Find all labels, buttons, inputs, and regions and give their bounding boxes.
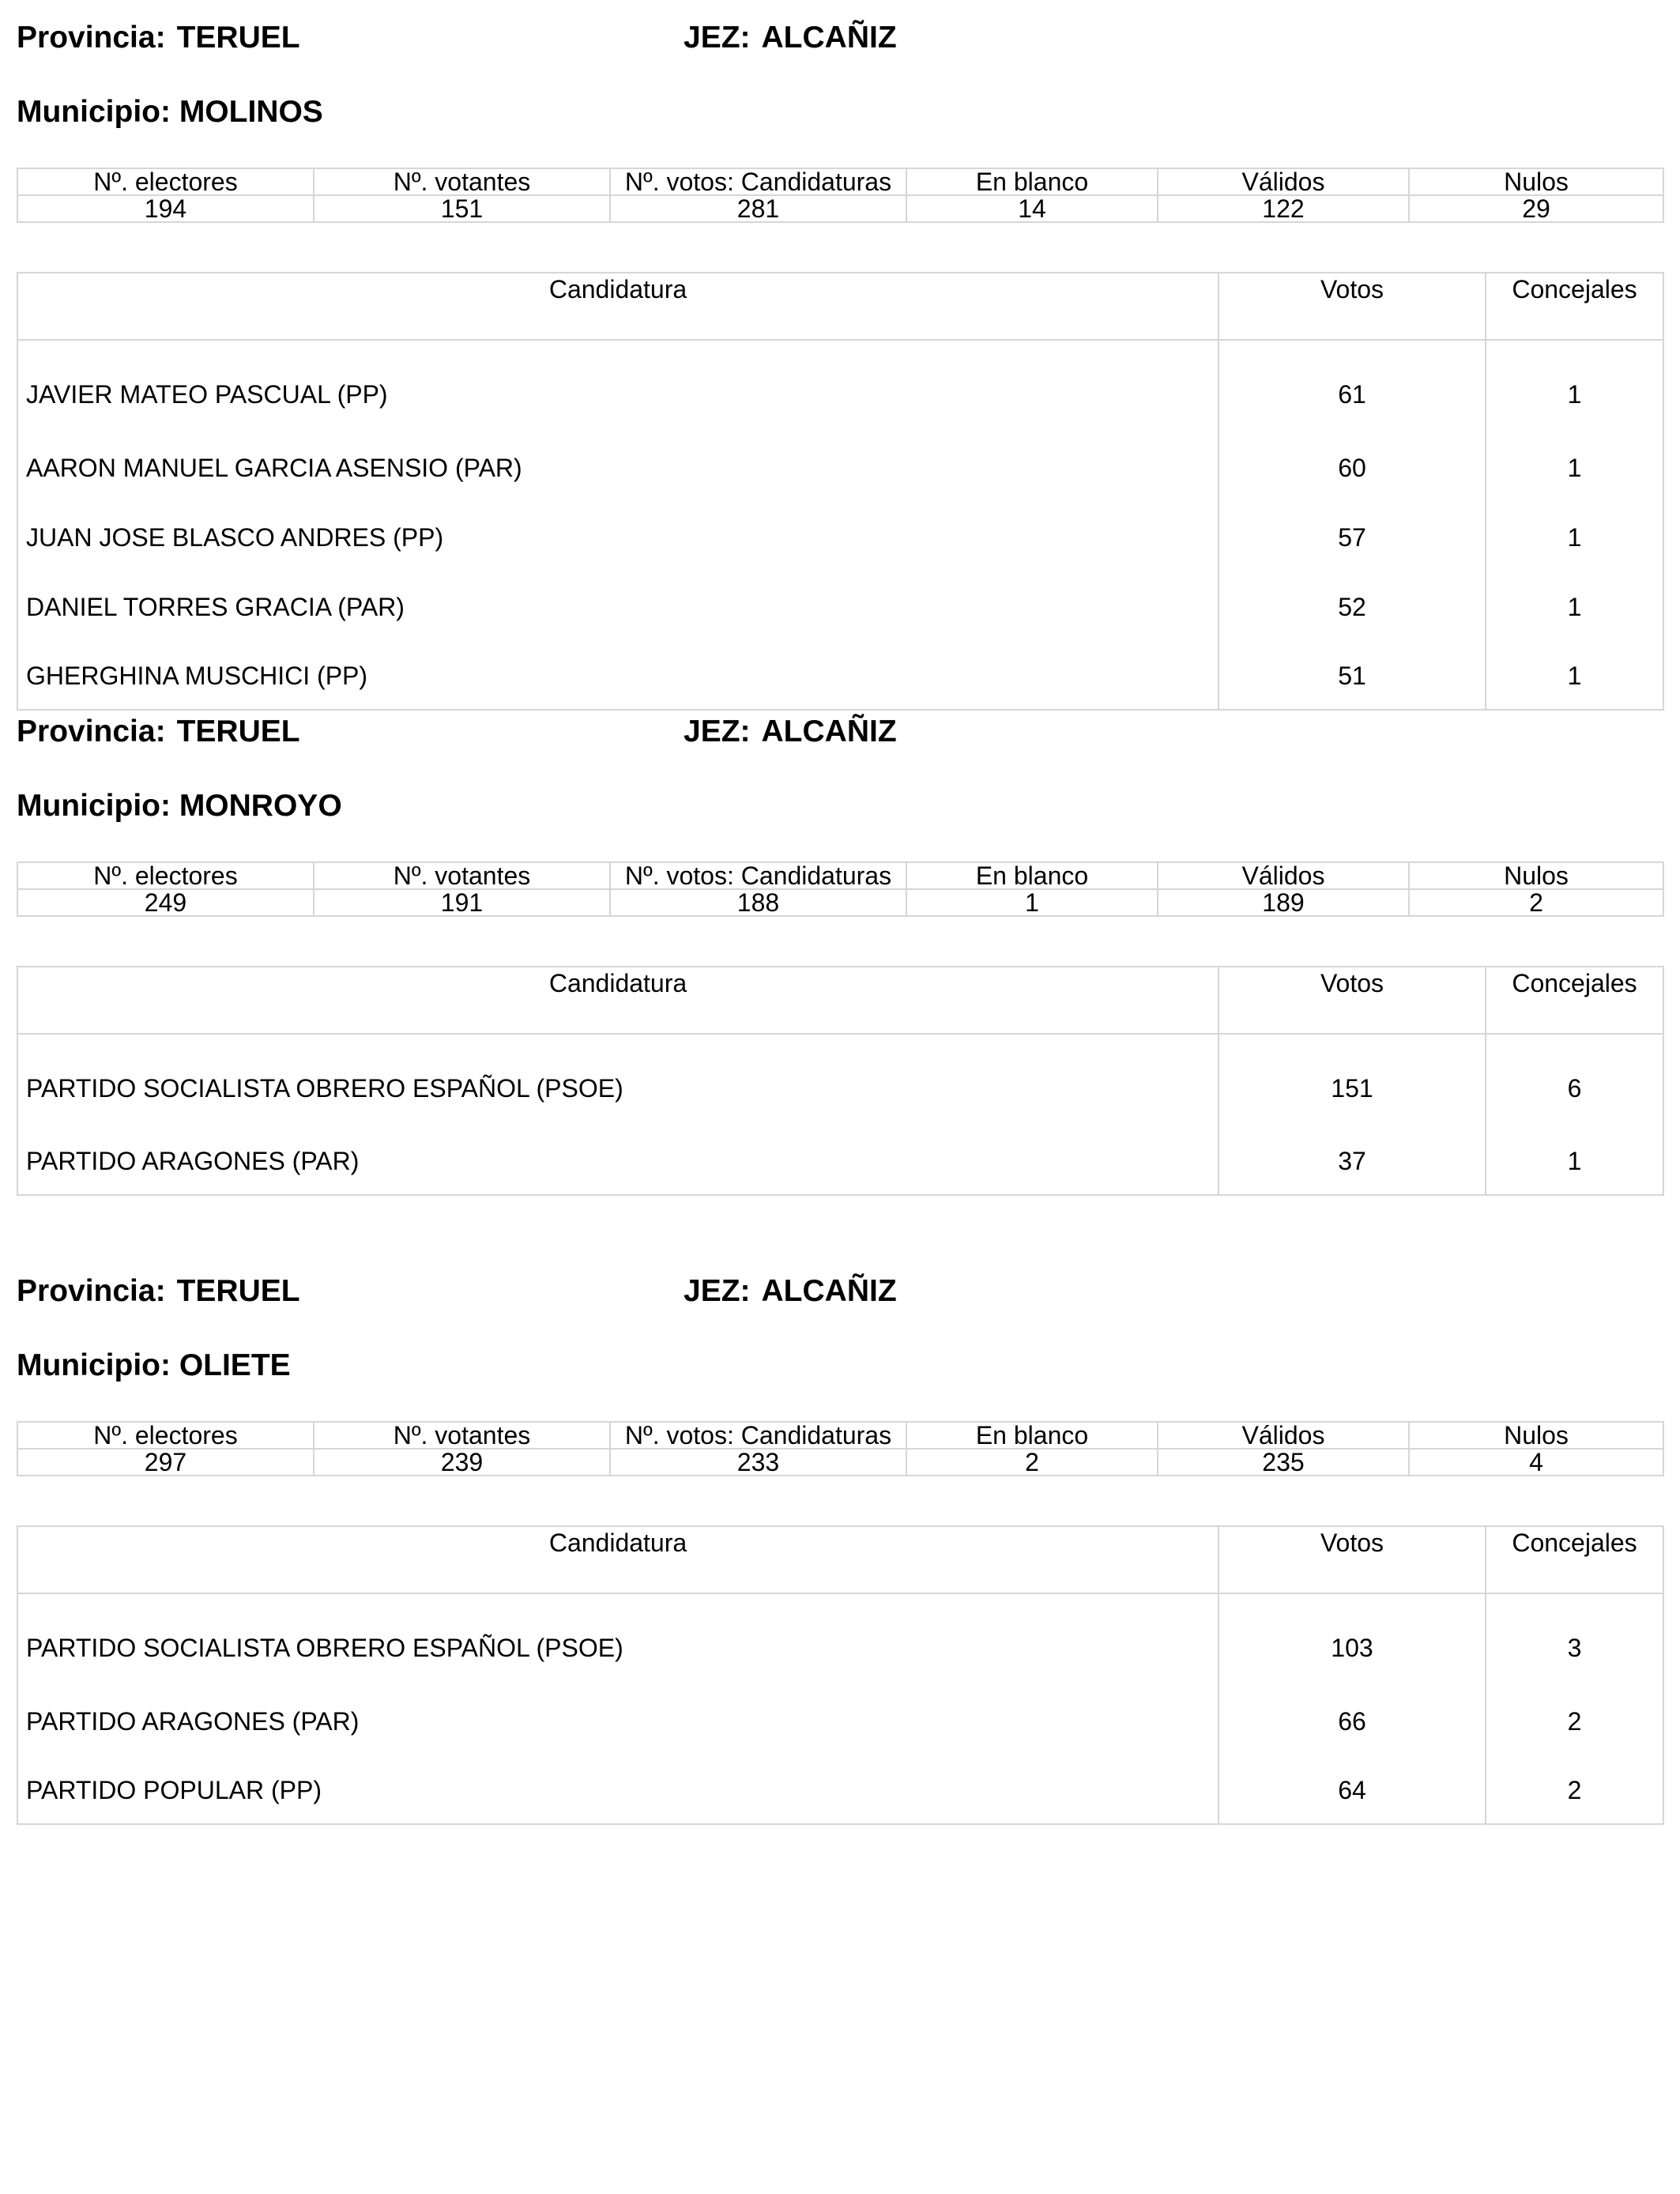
candidatura-header: Candidatura: [17, 1526, 1219, 1593]
stats-table: [17, 1421, 1664, 1476]
stats-header: En blanco: [906, 1422, 1158, 1449]
provincia-value: TERUEL: [176, 1274, 300, 1308]
stats-table: [17, 861, 1664, 917]
stats-header: Nulos: [1409, 1422, 1663, 1449]
candidate-seats: 1: [1486, 572, 1663, 642]
stats-value: 2: [1409, 889, 1663, 916]
votos-header: Votos: [1219, 1526, 1486, 1593]
municipio-line: Municipio: OLIETE: [17, 1348, 291, 1382]
stats-header-row: [17, 862, 1663, 889]
votos-header: Votos: [1219, 967, 1486, 1034]
candidate-seats: 1: [1486, 503, 1663, 572]
municipio-line: Municipio: MOLINOS: [17, 95, 323, 129]
table-row: [17, 572, 1663, 642]
stats-header: Nº. votos: Candidaturas: [610, 862, 906, 889]
section-header: [17, 0, 1663, 55]
candidate-seats: 1: [1486, 340, 1663, 433]
stats-header: Nº. votos: Candidaturas: [610, 168, 906, 195]
stats-header: Válidos: [1158, 862, 1409, 889]
candidate-votes: 52: [1219, 572, 1486, 642]
candidate-name: JAVIER MATEO PASCUAL (PP): [17, 340, 1219, 433]
concejales-header: Concejales: [1486, 273, 1663, 340]
stats-value: 297: [17, 1449, 314, 1476]
candidates-table: [17, 1525, 1664, 1825]
stats-value: 1: [906, 889, 1158, 916]
stats-value: 29: [1409, 195, 1663, 222]
stats-value: 188: [610, 889, 906, 916]
stats-value: 2: [906, 1449, 1158, 1476]
table-row: [17, 1127, 1663, 1195]
stats-header: Nº. votantes: [314, 1422, 610, 1449]
table-row: [17, 340, 1663, 433]
provincia-value: TERUEL: [176, 714, 300, 748]
provincia-value: TERUEL: [176, 21, 300, 55]
stats-header: Nulos: [1409, 168, 1663, 195]
table-row: [17, 1034, 1663, 1127]
stats-header: En blanco: [906, 862, 1158, 889]
stats-header-row: [17, 168, 1663, 195]
stats-value: 151: [314, 195, 610, 222]
candidates-header-row: [17, 967, 1663, 1034]
stats-value: 281: [610, 195, 906, 222]
section-molinos: [17, 0, 1663, 690]
stats-value: 189: [1158, 889, 1409, 916]
stats-value-row: [17, 195, 1663, 222]
provincia-line: Provincia: TERUEL: [17, 1274, 300, 1308]
candidate-seats: 2: [1486, 1756, 1663, 1824]
table-row: [17, 1756, 1663, 1824]
concejales-header: Concejales: [1486, 1526, 1663, 1593]
candidate-votes: 151: [1219, 1034, 1486, 1127]
candidate-seats: 1: [1486, 1127, 1663, 1195]
candidate-name: DANIEL TORRES GRACIA (PAR): [17, 572, 1219, 642]
stats-header: Válidos: [1158, 168, 1409, 195]
candidate-seats: 1: [1486, 433, 1663, 503]
stats-header-row: [17, 1422, 1663, 1449]
section-header: [17, 1253, 1663, 1309]
candidate-name: PARTIDO POPULAR (PP): [17, 1756, 1219, 1824]
provincia-line: Provincia: TERUEL: [17, 714, 300, 748]
candidate-votes: 60: [1219, 433, 1486, 503]
table-row: [17, 1593, 1663, 1687]
stats-header: Nº. electores: [17, 862, 314, 889]
stats-header: En blanco: [906, 168, 1158, 195]
stats-header: Nº. votantes: [314, 168, 610, 195]
stats-header: Nº. votos: Candidaturas: [610, 1422, 906, 1449]
concejales-header: Concejales: [1486, 967, 1663, 1034]
table-row: [17, 433, 1663, 503]
candidate-name: PARTIDO SOCIALISTA OBRERO ESPAÑOL (PSOE): [17, 1034, 1219, 1127]
votos-header: Votos: [1219, 273, 1486, 340]
stats-value: 194: [17, 195, 314, 222]
candidate-name: AARON MANUEL GARCIA ASENSIO (PAR): [17, 433, 1219, 503]
stats-value-row: [17, 1449, 1663, 1476]
provincia-line: Provincia: TERUEL: [17, 21, 300, 55]
candidatura-header: Candidatura: [17, 967, 1219, 1034]
table-row: [17, 1687, 1663, 1756]
stats-value: 14: [906, 195, 1158, 222]
stats-value: 233: [610, 1449, 906, 1476]
candidate-name: PARTIDO SOCIALISTA OBRERO ESPAÑOL (PSOE): [17, 1593, 1219, 1687]
jez-line: JEZ: ALCAÑIZ: [684, 1274, 897, 1308]
jez-value: ALCAÑIZ: [761, 21, 897, 55]
candidate-seats: 1: [1486, 642, 1663, 710]
candidates-header-row: [17, 1526, 1663, 1593]
candidate-seats: 3: [1486, 1593, 1663, 1687]
section-oliete: [17, 1253, 1663, 1804]
jez-line: JEZ: ALCAÑIZ: [684, 714, 897, 748]
jez-value: ALCAÑIZ: [761, 714, 897, 748]
stats-table: [17, 168, 1664, 223]
stats-header: Nulos: [1409, 862, 1663, 889]
candidatura-header: Candidatura: [17, 273, 1219, 340]
candidate-votes: 37: [1219, 1127, 1486, 1195]
municipio-value: MONROYO: [179, 789, 342, 823]
candidate-votes: 51: [1219, 642, 1486, 710]
municipio-value: OLIETE: [179, 1348, 291, 1382]
stats-value: 4: [1409, 1449, 1663, 1476]
candidates-table: [17, 272, 1664, 711]
candidate-votes: 64: [1219, 1756, 1486, 1824]
candidate-name: JUAN JOSE BLASCO ANDRES (PP): [17, 503, 1219, 572]
stats-header: Nº. votantes: [314, 862, 610, 889]
section-monroyo: [17, 694, 1663, 1175]
candidate-votes: 66: [1219, 1687, 1486, 1756]
stats-header: Nº. electores: [17, 168, 314, 195]
stats-value: 191: [314, 889, 610, 916]
stats-header: Válidos: [1158, 1422, 1409, 1449]
stats-value: 239: [314, 1449, 610, 1476]
municipio-line: Municipio: MONROYO: [17, 789, 342, 823]
candidate-seats: 2: [1486, 1687, 1663, 1756]
section-header: [17, 694, 1663, 749]
stats-value: 249: [17, 889, 314, 916]
jez-line: JEZ: ALCAÑIZ: [684, 21, 897, 55]
municipio-value: MOLINOS: [179, 95, 323, 129]
candidates-table: [17, 966, 1664, 1196]
candidate-name: GHERGHINA MUSCHICI (PP): [17, 642, 1219, 710]
jez-value: ALCAÑIZ: [761, 1274, 897, 1308]
stats-value-row: [17, 889, 1663, 916]
stats-value: 122: [1158, 195, 1409, 222]
candidate-name: PARTIDO ARAGONES (PAR): [17, 1687, 1219, 1756]
candidate-votes: 57: [1219, 503, 1486, 572]
stats-value: 235: [1158, 1449, 1409, 1476]
candidate-seats: 6: [1486, 1034, 1663, 1127]
candidates-header-row: [17, 273, 1663, 340]
candidate-votes: 61: [1219, 340, 1486, 433]
candidate-votes: 103: [1219, 1593, 1486, 1687]
candidate-name: PARTIDO ARAGONES (PAR): [17, 1127, 1219, 1195]
table-row: [17, 503, 1663, 572]
stats-header: Nº. electores: [17, 1422, 314, 1449]
